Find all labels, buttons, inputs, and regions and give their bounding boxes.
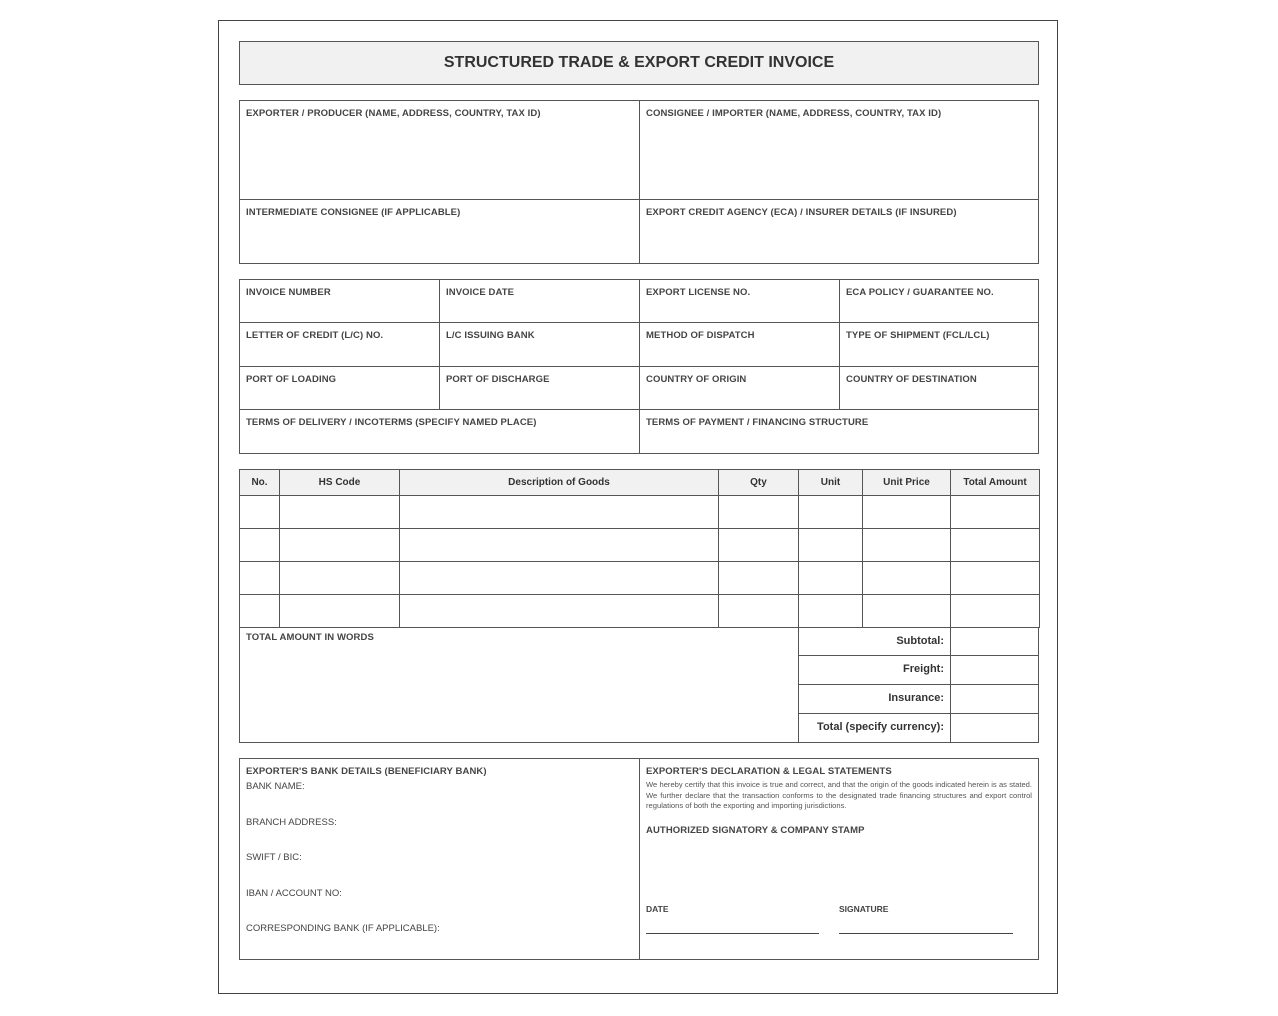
col-header-description: Description of Goods bbox=[400, 470, 719, 496]
invoice-number-label: INVOICE NUMBER bbox=[246, 287, 331, 298]
bank-details-heading: EXPORTER'S BANK DETAILS (BENEFICIARY BANK) bbox=[246, 766, 487, 777]
port-discharge-label: PORT OF DISCHARGE bbox=[446, 374, 550, 385]
cell-hs-code[interactable] bbox=[280, 529, 400, 562]
parties-section bbox=[239, 100, 1039, 264]
cell-description[interactable] bbox=[400, 529, 719, 562]
cell-total-amount[interactable] bbox=[951, 496, 1040, 529]
table-row bbox=[240, 562, 1040, 595]
cell-total-amount[interactable] bbox=[951, 595, 1040, 628]
signatory-heading: AUTHORIZED SIGNATORY & COMPANY STAMP bbox=[646, 825, 865, 836]
signature-label: SIGNATURE bbox=[839, 904, 889, 914]
col-header-qty: Qty bbox=[719, 470, 799, 496]
col-header-no: No. bbox=[240, 470, 280, 496]
export-license-field[interactable] bbox=[639, 279, 840, 323]
table-row bbox=[240, 529, 1040, 562]
col-header-unit: Unit bbox=[799, 470, 863, 496]
table-row bbox=[240, 595, 1040, 628]
declaration-text: We hereby certify that this invoice is true and correct, and that the origin of the goods indicated herein is as stated. We further declare that the transaction conforms to the designated trade financing structures and export control regulations of both the exporting and importing jurisdictions. bbox=[646, 780, 1032, 811]
lc-bank-field[interactable] bbox=[439, 322, 640, 367]
cell-no[interactable] bbox=[240, 595, 280, 628]
dispatch-method-label: METHOD OF DISPATCH bbox=[646, 330, 755, 341]
amount-in-words-field[interactable] bbox=[239, 627, 799, 743]
table-row bbox=[240, 496, 1040, 529]
eca-insurer-field[interactable] bbox=[639, 199, 1039, 264]
terms-delivery-label: TERMS OF DELIVERY / INCOTERMS (SPECIFY NAMED PLACE) bbox=[246, 417, 537, 428]
col-header-total-amount: Total Amount bbox=[951, 470, 1040, 496]
terms-delivery-field[interactable] bbox=[239, 409, 640, 454]
cell-unit-price[interactable] bbox=[863, 529, 951, 562]
cell-unit[interactable] bbox=[799, 562, 863, 595]
cell-unit[interactable] bbox=[799, 496, 863, 529]
subtotal-label: Subtotal: bbox=[896, 635, 944, 647]
lc-number-field[interactable] bbox=[239, 322, 440, 367]
totals-section bbox=[239, 627, 1039, 743]
country-origin-label: COUNTRY OF ORIGIN bbox=[646, 374, 747, 385]
insurance-label: Insurance: bbox=[888, 692, 944, 704]
invoice-title: STRUCTURED TRADE & EXPORT CREDIT INVOICE bbox=[239, 41, 1039, 85]
cell-no[interactable] bbox=[240, 562, 280, 595]
bank-details-box bbox=[239, 758, 640, 960]
eca-insurer-label: EXPORT CREDIT AGENCY (ECA) / INSURER DETAILS (IF INSURED) bbox=[646, 207, 957, 218]
cell-qty[interactable] bbox=[719, 562, 799, 595]
lc-number-label: LETTER OF CREDIT (L/C) NO. bbox=[246, 330, 384, 341]
invoice-date-field[interactable] bbox=[439, 279, 640, 323]
cell-description[interactable] bbox=[400, 595, 719, 628]
branch-address-label[interactable]: BRANCH ADDRESS: bbox=[246, 817, 337, 828]
cell-qty[interactable] bbox=[719, 595, 799, 628]
items-section bbox=[239, 469, 1039, 628]
cell-hs-code[interactable] bbox=[280, 562, 400, 595]
amount-in-words-label: TOTAL AMOUNT IN WORDS bbox=[246, 632, 374, 643]
cell-unit-price[interactable] bbox=[863, 562, 951, 595]
col-header-unit-price: Unit Price bbox=[863, 470, 951, 496]
cell-description[interactable] bbox=[400, 562, 719, 595]
cell-unit[interactable] bbox=[799, 529, 863, 562]
bank-declaration-section bbox=[239, 758, 1039, 960]
total-label: Total (specify currency): bbox=[817, 721, 944, 733]
exporter-label: EXPORTER / PRODUCER (NAME, ADDRESS, COUNTRY, TAX ID) bbox=[246, 108, 541, 119]
signature-line[interactable] bbox=[839, 933, 1013, 934]
port-loading-field[interactable] bbox=[239, 366, 440, 410]
cell-description[interactable] bbox=[400, 496, 719, 529]
consignee-field[interactable] bbox=[639, 100, 1039, 200]
invoice-date-label: INVOICE DATE bbox=[446, 287, 515, 298]
intermediate-consignee-label: INTERMEDIATE CONSIGNEE (IF APPLICABLE) bbox=[246, 207, 461, 218]
col-header-hs-code: HS Code bbox=[280, 470, 400, 496]
terms-payment-label: TERMS OF PAYMENT / FINANCING STRUCTURE bbox=[646, 417, 869, 428]
export-license-label: EXPORT LICENSE NO. bbox=[646, 287, 751, 298]
subtotal-label-cell bbox=[798, 627, 951, 656]
subtotal-value[interactable] bbox=[950, 627, 1039, 656]
exporter-field[interactable] bbox=[239, 100, 640, 200]
shipment-type-label: TYPE OF SHIPMENT (FCL/LCL) bbox=[846, 330, 990, 341]
port-loading-label: PORT OF LOADING bbox=[246, 374, 337, 385]
cell-hs-code[interactable] bbox=[280, 496, 400, 529]
date-line[interactable] bbox=[646, 933, 819, 934]
cell-unit-price[interactable] bbox=[863, 496, 951, 529]
total-value[interactable] bbox=[950, 713, 1039, 743]
eca-policy-label: ECA POLICY / GUARANTEE NO. bbox=[846, 287, 994, 298]
corresponding-bank-label[interactable]: CORRESPONDING BANK (IF APPLICABLE): bbox=[246, 923, 440, 934]
shipment-type-field[interactable] bbox=[839, 322, 1039, 367]
cell-unit-price[interactable] bbox=[863, 595, 951, 628]
cell-qty[interactable] bbox=[719, 496, 799, 529]
eca-policy-field[interactable] bbox=[839, 279, 1039, 323]
freight-label: Freight: bbox=[903, 663, 944, 675]
country-destination-label: COUNTRY OF DESTINATION bbox=[846, 374, 977, 385]
items-header-row bbox=[240, 470, 1040, 496]
total-label-cell bbox=[798, 713, 951, 743]
invoice-page bbox=[218, 20, 1058, 994]
declaration-heading: EXPORTER'S DECLARATION & LEGAL STATEMENTS bbox=[646, 766, 892, 777]
port-discharge-field[interactable] bbox=[439, 366, 640, 410]
insurance-label-cell bbox=[798, 684, 951, 714]
date-label: DATE bbox=[646, 904, 669, 914]
insurance-value[interactable] bbox=[950, 684, 1039, 714]
items-table bbox=[239, 469, 1040, 628]
swift-bic-label[interactable]: SWIFT / BIC: bbox=[246, 852, 302, 863]
country-destination-field[interactable] bbox=[839, 366, 1039, 410]
lc-bank-label: L/C ISSUING BANK bbox=[446, 330, 535, 341]
cell-qty[interactable] bbox=[719, 529, 799, 562]
terms-payment-field[interactable] bbox=[639, 409, 1039, 454]
iban-account-label[interactable]: IBAN / ACCOUNT NO: bbox=[246, 888, 342, 899]
cell-total-amount[interactable] bbox=[951, 529, 1040, 562]
freight-label-cell bbox=[798, 655, 951, 685]
dispatch-method-field[interactable] bbox=[639, 322, 840, 367]
invoice-number-field[interactable] bbox=[239, 279, 440, 323]
freight-value[interactable] bbox=[950, 655, 1039, 685]
cell-no[interactable] bbox=[240, 529, 280, 562]
bank-name-label[interactable]: BANK NAME: bbox=[246, 781, 305, 792]
details-section bbox=[239, 279, 1039, 454]
cell-no[interactable] bbox=[240, 496, 280, 529]
country-origin-field[interactable] bbox=[639, 366, 840, 410]
cell-total-amount[interactable] bbox=[951, 562, 1040, 595]
cell-unit[interactable] bbox=[799, 595, 863, 628]
declaration-box bbox=[639, 758, 1039, 960]
consignee-label: CONSIGNEE / IMPORTER (NAME, ADDRESS, COUNTRY, TAX ID) bbox=[646, 108, 942, 119]
intermediate-consignee-field[interactable] bbox=[239, 199, 640, 264]
cell-hs-code[interactable] bbox=[280, 595, 400, 628]
